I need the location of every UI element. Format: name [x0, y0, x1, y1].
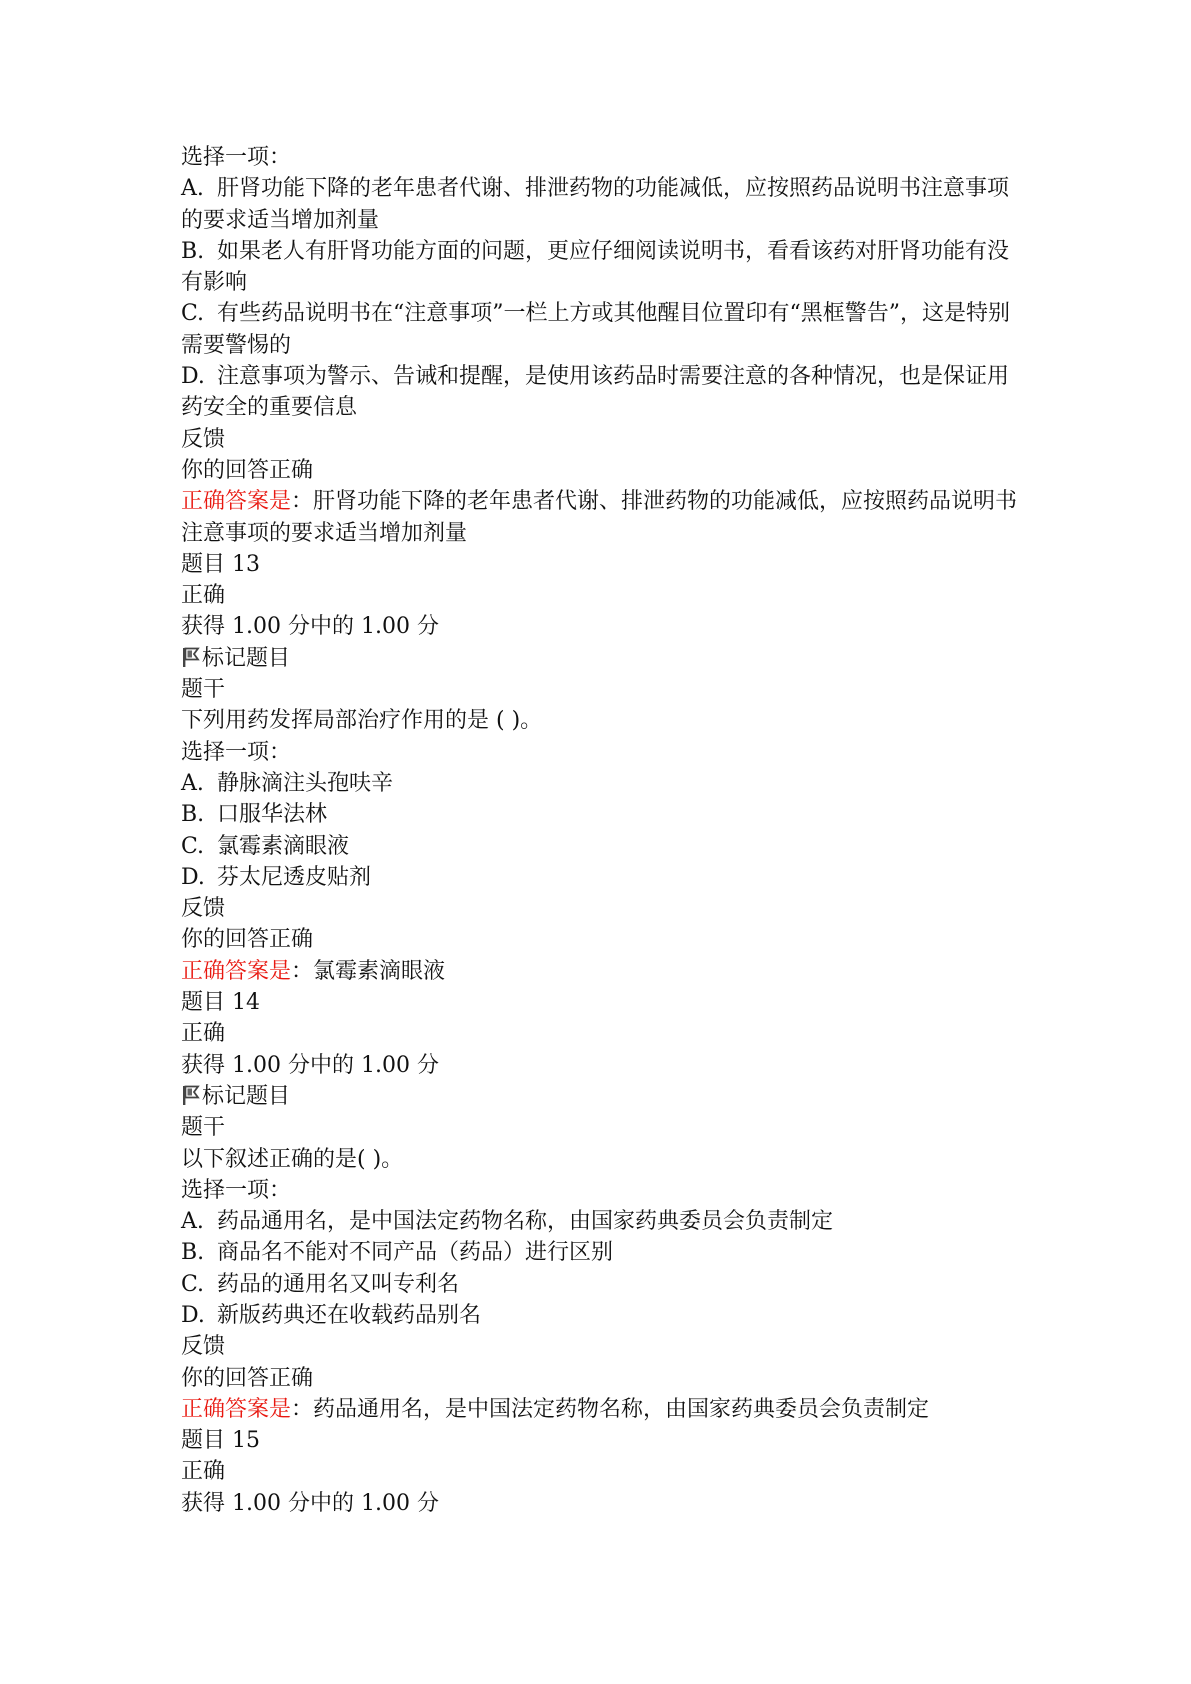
- correct-answer-prefix: 正确答案是: [181, 958, 292, 984]
- option-a[interactable]: [181, 768, 1021, 799]
- option-d[interactable]: [181, 862, 1021, 893]
- question-score: 获得 1.00 分中的 1.00 分: [181, 1490, 439, 1516]
- option-letter: C.: [181, 1271, 205, 1297]
- choose-one-label: 选择一项：: [181, 739, 292, 765]
- question-12-block: [181, 142, 1021, 549]
- correct-answer-prefix: 正确答案是: [181, 489, 292, 515]
- option-letter: A.: [181, 770, 204, 796]
- question-15-block: [181, 1425, 1021, 1519]
- quiz-review-page: [181, 142, 1021, 1519]
- question-number: 题目 15: [181, 1428, 260, 1454]
- option-letter: D.: [181, 864, 205, 890]
- flag-icon: [181, 1084, 201, 1106]
- your-answer-status: 你的回答正确: [181, 1365, 314, 1391]
- question-score: 获得 1.00 分中的 1.00 分: [181, 1052, 439, 1078]
- feedback-label: 反馈: [181, 896, 226, 922]
- option-c[interactable]: [181, 831, 1021, 862]
- question-status: 正确: [181, 1459, 226, 1485]
- question-text: 下列用药发挥局部治疗作用的是 ( )。: [181, 708, 543, 734]
- correct-answer-text: ：氯霉素滴眼液: [291, 958, 446, 984]
- question-number: 题目 13: [181, 551, 260, 577]
- correct-answer: [181, 956, 1021, 987]
- question-number: 题目 14: [181, 990, 260, 1016]
- option-a[interactable]: [181, 173, 1021, 236]
- correct-answer-prefix: 正确答案是: [181, 1396, 292, 1422]
- option-text: 如果老人有肝肾功能方面的问题，更应仔细阅读说明书，看看该药对肝肾功能有没有影响: [181, 238, 1010, 296]
- question-status: 正确: [181, 583, 226, 609]
- question-13-block: [181, 549, 1021, 987]
- option-text: 芬太尼透皮贴剂: [217, 864, 372, 890]
- option-letter: D.: [181, 1302, 205, 1328]
- option-text: 氯霉素滴眼液: [217, 833, 350, 859]
- option-text: 药品的通用名又叫专利名: [217, 1271, 460, 1297]
- feedback-label: 反馈: [181, 426, 226, 452]
- question-text: 以下叙述正确的是( )。: [181, 1146, 404, 1172]
- flag-question-link[interactable]: [181, 643, 1021, 674]
- flag-question-label: 标记题目: [202, 1083, 291, 1109]
- option-c[interactable]: [181, 1269, 1021, 1300]
- question-14-block: [181, 987, 1021, 1425]
- option-text: 商品名不能对不同产品（药品）进行区别: [217, 1240, 614, 1266]
- option-text: 肝肾功能下降的老年患者代谢、排泄药物的功能减低，应按照药品说明书注意事项的要求适当增加剂量: [181, 176, 1010, 233]
- your-answer-status: 你的回答正确: [181, 457, 314, 483]
- flag-question-label: 标记题目: [202, 645, 291, 671]
- option-text: 有些药品说明书在“注意事项”一栏上方或其他醒目位置印有“黑框警告”，这是特别需要警惕的: [181, 301, 1010, 358]
- option-letter: B.: [181, 802, 205, 828]
- your-answer-status: 你的回答正确: [181, 927, 314, 953]
- option-c[interactable]: [181, 298, 1021, 361]
- option-letter: C.: [181, 301, 205, 327]
- flag-icon: [181, 646, 201, 668]
- option-a[interactable]: [181, 1206, 1021, 1237]
- correct-answer: [181, 486, 1021, 549]
- option-letter: A.: [181, 176, 204, 202]
- question-stem-label: 题干: [181, 677, 226, 703]
- option-letter: C.: [181, 833, 205, 859]
- option-d[interactable]: [181, 1300, 1021, 1331]
- option-text: 新版药典还在收载药品别名: [217, 1302, 482, 1328]
- option-text: 口服华法林: [217, 802, 328, 828]
- option-text: 药品通用名，是中国法定药物名称，由国家药典委员会负责制定: [217, 1209, 834, 1235]
- correct-answer: [181, 1394, 1021, 1425]
- option-letter: A.: [181, 1209, 204, 1235]
- correct-answer-text: ：药品通用名，是中国法定药物名称，由国家药典委员会负责制定: [291, 1396, 930, 1422]
- choose-one-label: 选择一项：: [181, 145, 292, 170]
- option-d[interactable]: [181, 361, 1021, 424]
- option-letter: D.: [181, 364, 205, 390]
- choose-one-label: 选择一项：: [181, 1177, 292, 1203]
- question-stem-label: 题干: [181, 1115, 226, 1141]
- flag-question-link[interactable]: [181, 1081, 1021, 1112]
- option-b[interactable]: [181, 799, 1021, 830]
- option-b[interactable]: [181, 236, 1021, 299]
- option-b[interactable]: [181, 1237, 1021, 1268]
- option-text: 注意事项为警示、告诫和提醒，是使用该药品时需要注意的各种情况，也是保证用药安全的重要信息: [181, 364, 1010, 421]
- option-text: 静脉滴注头孢呋辛: [217, 770, 394, 796]
- correct-answer-text: ：肝肾功能下降的老年患者代谢、排泄药物的功能减低，应按照药品说明书注意事项的要求适当增加剂量: [181, 489, 1018, 546]
- question-score: 获得 1.00 分中的 1.00 分: [181, 614, 439, 640]
- question-status: 正确: [181, 1021, 226, 1047]
- option-letter: B.: [181, 1240, 205, 1266]
- option-letter: B.: [181, 238, 205, 264]
- feedback-label: 反馈: [181, 1334, 226, 1360]
